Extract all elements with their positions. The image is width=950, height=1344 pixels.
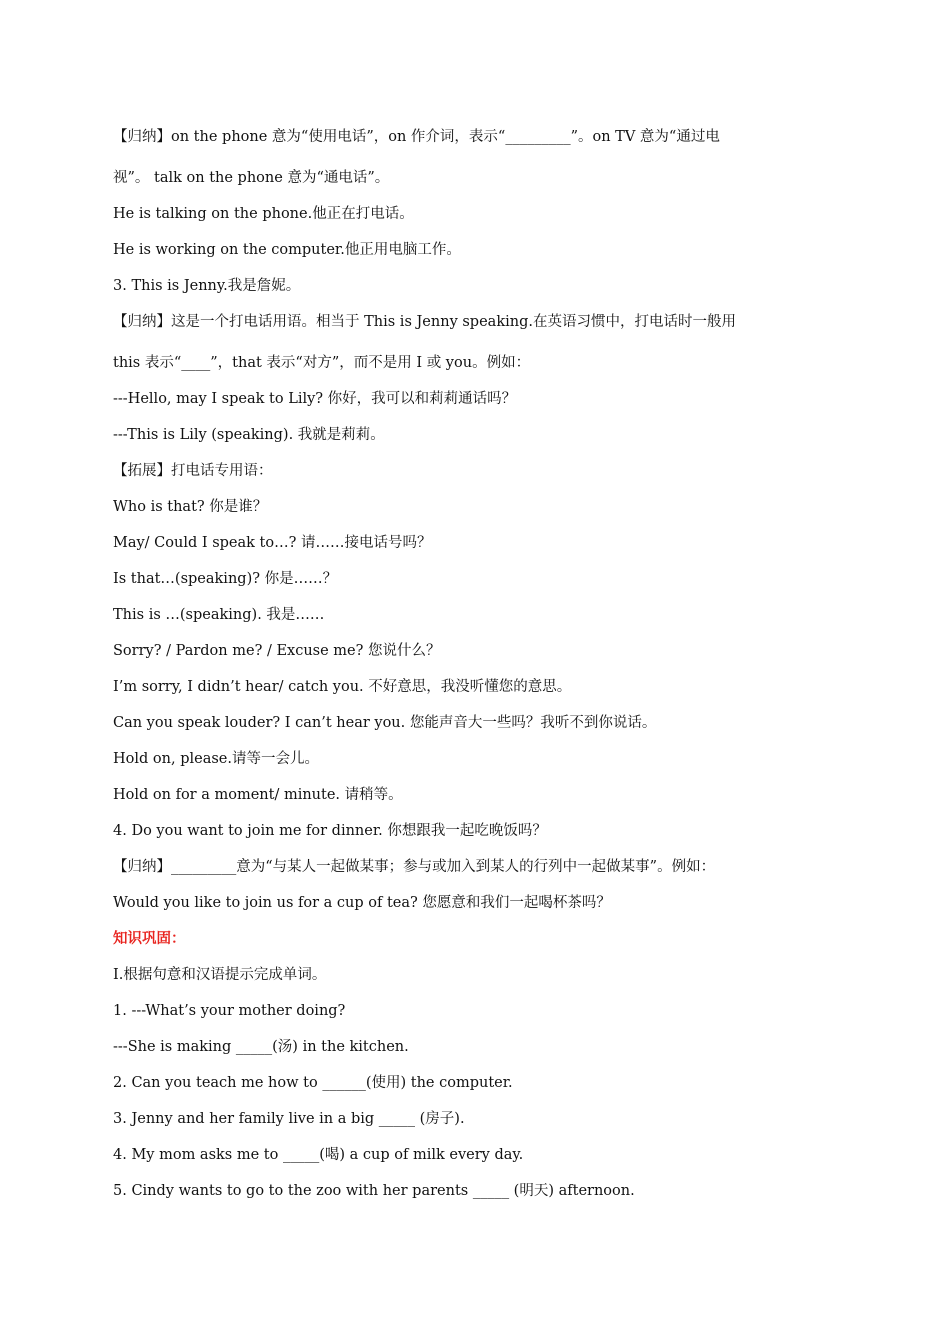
section-heading-consolidation: 知识巩固：: [113, 930, 186, 947]
text-line-summary-join: 【归纳】_________意为“与某人一起做某事；参与或加入到某人的行列中一起做某事”。例如：: [113, 859, 716, 875]
text-line-phrase-is-that: Is that…(speaking)? 你是……？: [113, 571, 338, 587]
text-line-summary-on-the-phone: 【归纳】on the phone 意为“使用电话”，on 作介词，表示“_________”。on TV 意为“通过电: [113, 129, 720, 145]
text-line-summary-phone-usage: 【归纳】这是一个打电话用语。相当于 This is Jenny speaking.在英语习惯中，打电话时一般用: [113, 314, 736, 330]
text-line-phrase-who: Who is that? 你是谁？: [113, 499, 268, 515]
text-line-phrase-hold-on: Hold on, please.请等一会儿。: [113, 751, 319, 767]
exercise-instructions: Ⅰ.根据句意和汉语提示完成单词。: [113, 967, 327, 983]
text-line-dialog-hello: ---Hello, may I speak to Lily? 你好，我可以和莉莉通话吗？: [113, 391, 517, 407]
text-line-example-working: He is working on the computer.他正用电脑工作。: [113, 242, 461, 258]
text-line-phrase-hold-moment: Hold on for a moment/ minute. 请稍等。: [113, 787, 403, 803]
exercise-item-4: 4. My mom asks me to _____(喝) a cup of milk every day.: [113, 1147, 524, 1163]
exercise-item-1-answer: ---She is making _____(汤) in the kitchen.: [113, 1039, 409, 1055]
text-line-summary-this-that: this 表示“____”，that 表示“对方”，而不是用 I 或 you。例如：: [113, 355, 531, 371]
exercise-item-3: 3. Jenny and her family live in a big _____ (房子).: [113, 1111, 465, 1127]
text-line-item-4: 4. Do you want to join me for dinner. 你想跟我一起吃晚饭吗？: [113, 823, 547, 839]
exercise-item-1-question: 1. ---What’s your mother doing?: [113, 1003, 346, 1019]
exercise-item-2: 2. Can you teach me how to ______(使用) the computer.: [113, 1075, 513, 1091]
text-line-phrase-louder: Can you speak louder? I can’t hear you. 您能声音大一些吗？我听不到你说话。: [113, 715, 657, 731]
text-line-example-tea: Would you like to join us for a cup of tea? 您愿意和我们一起喝杯茶吗？: [113, 895, 611, 911]
text-line-dialog-this-is-lily: ---This is Lily (speaking). 我就是莉莉。: [113, 427, 385, 443]
text-line-phrase-this-is: This is …(speaking). 我是……: [113, 607, 325, 623]
text-line-phrase-im-sorry: I’m sorry, I didn’t hear/ catch you. 不好意思，我没听懂您的意思。: [113, 679, 572, 695]
text-line-item-3: 3. This is Jenny.我是詹妮。: [113, 278, 301, 294]
exercise-item-5: 5. Cindy wants to go to the zoo with her parents _____ (明天) afternoon.: [113, 1183, 635, 1199]
text-line-example-talking: He is talking on the phone.他正在打电话。: [113, 206, 414, 222]
text-line-phrase-may-i: May/ Could I speak to…? 请……接电话号吗？: [113, 535, 432, 551]
text-line-summary-continued: 视”。 talk on the phone 意为“通电话”。: [113, 170, 390, 186]
text-line-extension-heading: 【拓展】打电话专用语：: [113, 463, 273, 479]
text-line-phrase-sorry: Sorry? / Pardon me? / Excuse me? 您说什么？: [113, 643, 441, 659]
